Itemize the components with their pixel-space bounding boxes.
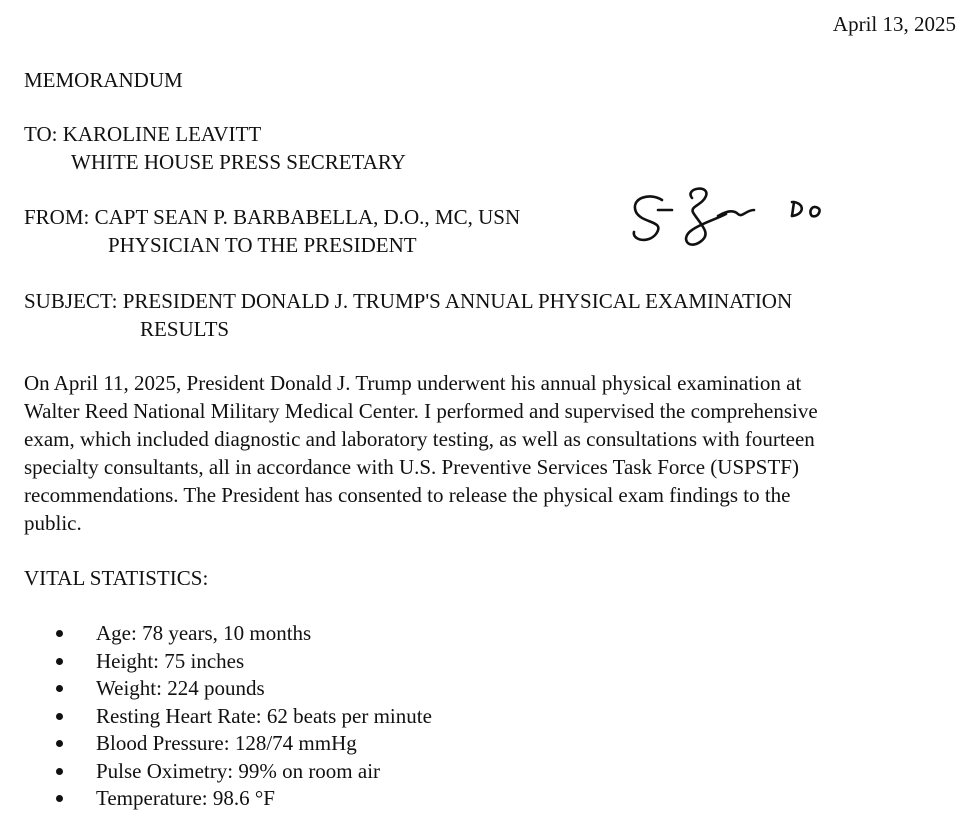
from-label: FROM: xyxy=(24,205,90,229)
bullet-icon xyxy=(56,740,63,747)
paragraph-line: public. xyxy=(24,511,82,535)
bullet-icon xyxy=(56,658,63,665)
paragraph-line: On April 11, 2025, President Donald J. Trump underwent his annual physical examination at xyxy=(24,371,802,395)
from-name: CAPT SEAN P. BARBABELLA, D.O., MC, USN xyxy=(94,205,521,229)
to-name: KAROLINE LEAVITT xyxy=(62,122,262,146)
subject-text-line1: PRESIDENT DONALD J. TRUMP'S ANNUAL PHYSICAL EXAMINATION xyxy=(122,289,793,313)
vital-text: Height: 75 inches xyxy=(96,648,245,673)
bullet-icon xyxy=(56,795,63,802)
paragraph-line: Walter Reed National Military Medical Center. I performed and supervised the comprehensive xyxy=(24,399,818,423)
vital-text: Age: 78 years, 10 months xyxy=(96,621,312,645)
vital-text: Blood Pressure: 128/74 mmHg xyxy=(96,731,357,755)
vital-text: Temperature: 98.6 °F xyxy=(96,786,275,810)
subject-line xyxy=(24,287,792,315)
subject-label: SUBJECT: xyxy=(24,289,118,313)
from-line xyxy=(24,203,520,231)
subject-text-line2: RESULTS xyxy=(140,317,230,341)
from-title: PHYSICIAN TO THE PRESIDENT xyxy=(108,233,417,257)
paragraph-line: recommendations. The President has consented to release the physical exam findings to the xyxy=(24,483,791,507)
paragraph-line: exam, which included diagnostic and laboratory testing, as well as consultations with fourteen xyxy=(24,427,815,451)
memo-heading: MEMORANDUM xyxy=(24,68,183,92)
to-line xyxy=(24,120,261,148)
paragraph-line: specialty consultants, all in accordance with U.S. Preventive Services Task Force (USPSTF) xyxy=(24,455,799,479)
vital-text: Weight: 224 pounds xyxy=(96,676,265,700)
to-label: TO: xyxy=(24,122,58,146)
bullet-icon xyxy=(56,768,63,775)
intro-paragraph xyxy=(24,369,954,537)
to-title: WHITE HOUSE PRESS SECRETARY xyxy=(71,150,406,174)
handwritten-signature xyxy=(622,180,832,260)
bullet-icon xyxy=(56,713,63,720)
memo-date: April 13, 2025 xyxy=(832,12,956,36)
vitals-heading: VITAL STATISTICS: xyxy=(24,566,209,590)
bullet-icon xyxy=(56,685,63,692)
vital-text: Pulse Oximetry: 99% on room air xyxy=(96,758,381,783)
bullet-icon xyxy=(56,630,63,637)
vital-text: Resting Heart Rate: 62 beats per minute xyxy=(96,703,432,728)
